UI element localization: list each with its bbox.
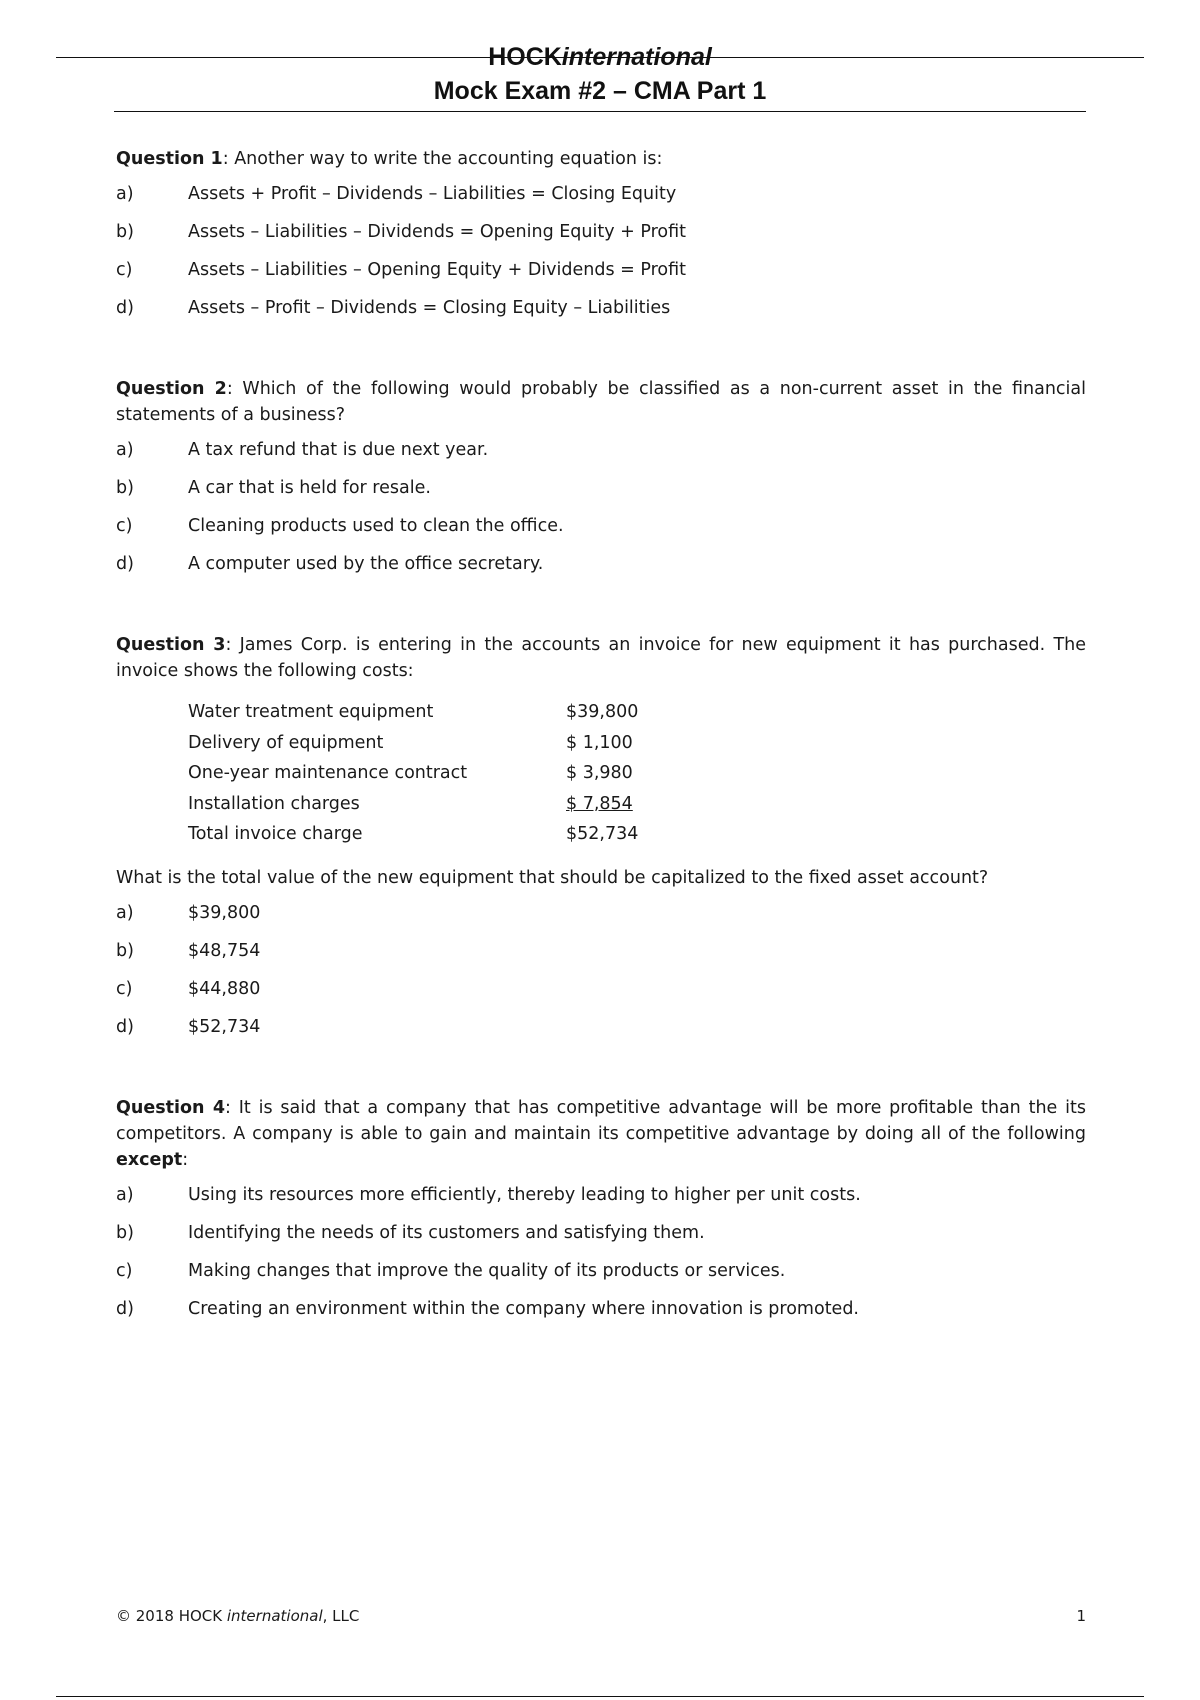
page-number: 1 — [1076, 1607, 1086, 1625]
question-label: Question 3 — [116, 635, 226, 655]
cost-total-row — [188, 819, 648, 850]
option-text: Assets – Liabilities – Opening Equity + Dividends = Profit — [188, 260, 687, 280]
option-text: $52,734 — [188, 1017, 261, 1037]
option-letter: c) — [116, 260, 133, 280]
option-letter: a) — [116, 440, 134, 460]
option-c — [116, 970, 1086, 1008]
option-letter: a) — [116, 184, 134, 204]
cost-label: Installation charges — [188, 793, 360, 814]
option-letter: a) — [116, 1185, 134, 1205]
option-text: A tax refund that is due next year. — [188, 440, 489, 460]
option-letter: b) — [116, 478, 134, 498]
option-c — [116, 1252, 1086, 1290]
question-text-end: : — [182, 1150, 189, 1170]
brand-italic: international — [561, 43, 712, 71]
cost-row — [188, 728, 648, 759]
question-text: : Which of the following would probably be classified as a non-current asset in the financial statements of a business? — [116, 379, 1086, 425]
option-text: $44,880 — [188, 979, 261, 999]
cost-amount: $ 3,980 — [566, 763, 633, 783]
option-list — [116, 431, 1086, 583]
question-text: : It is said that a company that has competitive advantage will be more profitable than the its competitors. A company is able to gain and maintain its competitive advantage by doing all of the following — [116, 1098, 1086, 1144]
brand-bold: HOCK — [488, 43, 562, 71]
question-emphasis: except — [116, 1150, 183, 1170]
option-text: Assets + Profit – Dividends – Liabilities = Closing Equity — [188, 184, 677, 204]
option-a — [116, 894, 1086, 932]
cost-row — [188, 697, 648, 728]
title-rule — [114, 111, 1086, 112]
footer-copyright — [116, 1607, 359, 1625]
cost-amount: $ 1,100 — [566, 732, 633, 753]
cost-amount: $39,800 — [566, 702, 639, 722]
cost-label: Total invoice charge — [188, 824, 363, 844]
question-label: Question 2 — [116, 379, 227, 399]
option-a — [116, 431, 1086, 469]
cost-amount: $ 7,854 — [566, 793, 633, 814]
question-1 — [116, 146, 1086, 327]
question-4 — [116, 1095, 1086, 1328]
copyright-prefix: © 2018 HOCK — [116, 1607, 227, 1625]
option-a — [116, 1176, 1086, 1214]
question-follow-up: What is the total value of the new equipment that should be capitalized to the fixed asset account? — [116, 868, 989, 888]
option-letter: d) — [116, 298, 134, 318]
cost-label: One-year maintenance contract — [188, 763, 468, 783]
option-text: Cleaning products used to clean the office. — [188, 516, 564, 536]
cost-label: Delivery of equipment — [188, 732, 384, 753]
option-letter: c) — [116, 516, 133, 536]
cost-row — [188, 789, 648, 820]
option-b — [116, 213, 1086, 251]
option-b — [116, 1214, 1086, 1252]
option-letter: d) — [116, 1017, 134, 1037]
option-list — [116, 175, 1086, 327]
question-label: Question 1 — [116, 149, 223, 169]
copyright-suffix: , LLC — [322, 1607, 360, 1625]
footer-bottom-rule — [56, 1696, 1144, 1697]
option-letter: d) — [116, 1299, 134, 1319]
cost-amount: $52,734 — [566, 824, 639, 844]
option-d — [116, 545, 1086, 583]
option-d — [116, 289, 1086, 327]
copyright-italic: international — [226, 1607, 323, 1625]
option-text: Creating an environment within the company where innovation is promoted. — [188, 1299, 859, 1319]
question-stem — [116, 632, 1086, 684]
invoice-cost-table — [188, 697, 648, 850]
cost-label: Water treatment equipment — [188, 702, 434, 722]
option-text: A computer used by the office secretary. — [188, 554, 544, 574]
option-text: Assets – Liabilities – Dividends = Opening Equity + Profit — [188, 222, 687, 242]
question-text: : Another way to write the accounting equation is: — [222, 149, 663, 169]
option-text: Making changes that improve the quality of its products or services. — [188, 1261, 786, 1281]
question-2 — [116, 376, 1086, 583]
question-stem — [116, 376, 1086, 428]
option-d — [116, 1008, 1086, 1046]
question-label: Question 4 — [116, 1098, 226, 1118]
option-b — [116, 932, 1086, 970]
option-letter: c) — [116, 979, 133, 999]
option-letter: a) — [116, 903, 134, 923]
option-letter: b) — [116, 222, 134, 242]
option-d — [116, 1290, 1086, 1328]
option-c — [116, 251, 1086, 289]
option-text: Assets – Profit – Dividends = Closing Equity – Liabilities — [188, 298, 671, 318]
option-text: A car that is held for resale. — [188, 478, 431, 498]
question-3 — [116, 632, 1086, 684]
option-text: Identifying the needs of its customers and satisfying them. — [188, 1223, 705, 1243]
option-list — [116, 1176, 1086, 1328]
option-text: Using its resources more efficiently, thereby leading to higher per unit costs. — [188, 1185, 861, 1205]
brand-logo — [0, 42, 1200, 72]
option-text: $48,754 — [188, 941, 261, 961]
question-stem — [116, 1095, 1086, 1173]
question-stem — [116, 146, 1086, 172]
option-text: $39,800 — [188, 903, 261, 923]
option-letter: b) — [116, 941, 134, 961]
cost-row — [188, 758, 648, 789]
option-list — [116, 894, 1086, 1046]
option-letter: b) — [116, 1223, 134, 1243]
option-letter: d) — [116, 554, 134, 574]
page-title: Mock Exam #2 – CMA Part 1 — [433, 77, 767, 105]
option-letter: c) — [116, 1261, 133, 1281]
option-c — [116, 507, 1086, 545]
question-text: : James Corp. is entering in the accounts an invoice for new equipment it has purchased. The invoice shows the following costs: — [116, 635, 1086, 681]
option-a — [116, 175, 1086, 213]
question-3-follow-up — [116, 865, 1086, 1046]
option-b — [116, 469, 1086, 507]
